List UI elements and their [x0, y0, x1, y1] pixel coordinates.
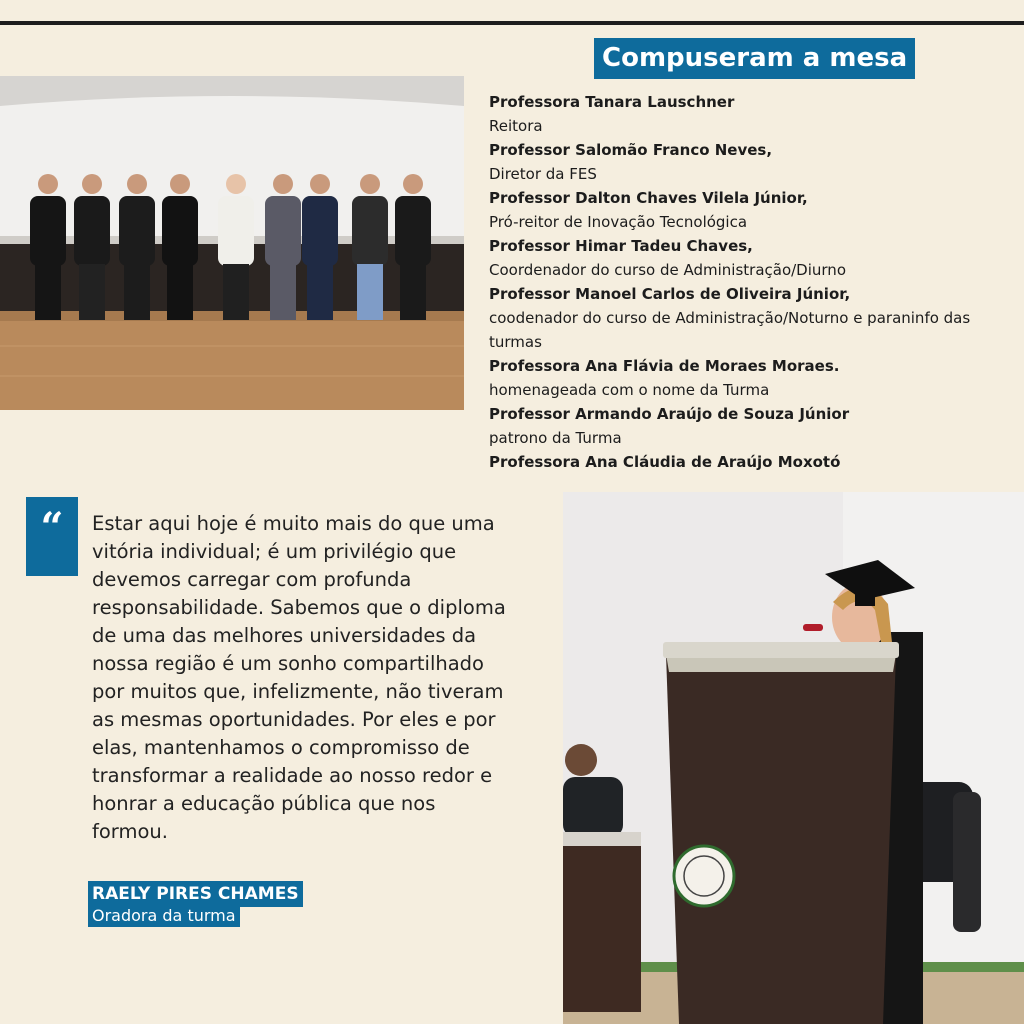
member-name: Professora Tanara Lauschner	[489, 93, 735, 111]
top-rule	[0, 21, 1024, 25]
member-item	[489, 90, 1019, 138]
member-item	[489, 354, 1019, 402]
member-role: Reitora	[489, 117, 543, 135]
quote-text: Estar aqui hoje é muito mais do que uma vitória individual; é um privilégio que devemos carregar com profunda responsabilidade. Sabemos que o diploma de uma das melhores universidades da nossa região é um sonho compartilhado por muitos que, infelizmente, não tiveram as mesmas oportunidades. Por eles e por elas, mantenhamos o compromisso de transformar a realidade ao nosso redor e honrar a educação pública que nos formou.	[92, 512, 506, 843]
member-role: coodenador do curso de Administração/Noturno e paraninfo das turmas	[489, 309, 971, 351]
member-item	[489, 450, 1019, 474]
member-name: Professor Salomão Franco Neves,	[489, 141, 773, 159]
member-name: Professor Himar Tadeu Chaves,	[489, 237, 753, 255]
speaker-role: Oradora da turma	[88, 905, 240, 927]
member-item	[489, 402, 1019, 450]
speaker-name: RAELY PIRES CHAMES	[88, 881, 303, 907]
member-role: Coordenador do curso de Administração/Diurno	[489, 261, 846, 279]
member-name: Professor Armando Araújo de Souza Júnior	[489, 405, 850, 423]
member-role: homenageada com o nome da Turma	[489, 381, 770, 399]
member-role: Pró-reitor de Inovação Tecnológica	[489, 213, 748, 231]
member-name: Professora Ana Flávia de Moraes Moraes.	[489, 357, 840, 375]
group-photo	[0, 76, 464, 410]
member-name: Professor Dalton Chaves Vilela Júnior,	[489, 189, 808, 207]
member-item	[489, 282, 1019, 354]
quote-icon: “	[26, 497, 78, 576]
member-name: Professora Ana Cláudia de Araújo Moxotó	[489, 453, 841, 471]
member-name: Professor Manoel Carlos de Oliveira Júnior,	[489, 285, 851, 303]
member-role: Diretor da FES	[489, 165, 597, 183]
section-heading: Compuseram a mesa	[594, 38, 915, 79]
speaker-photo	[563, 492, 1024, 1024]
member-item	[489, 138, 1019, 186]
member-item	[489, 234, 1019, 282]
member-list	[489, 90, 1019, 474]
member-role: patrono da Turma	[489, 429, 622, 447]
member-item	[489, 186, 1019, 234]
